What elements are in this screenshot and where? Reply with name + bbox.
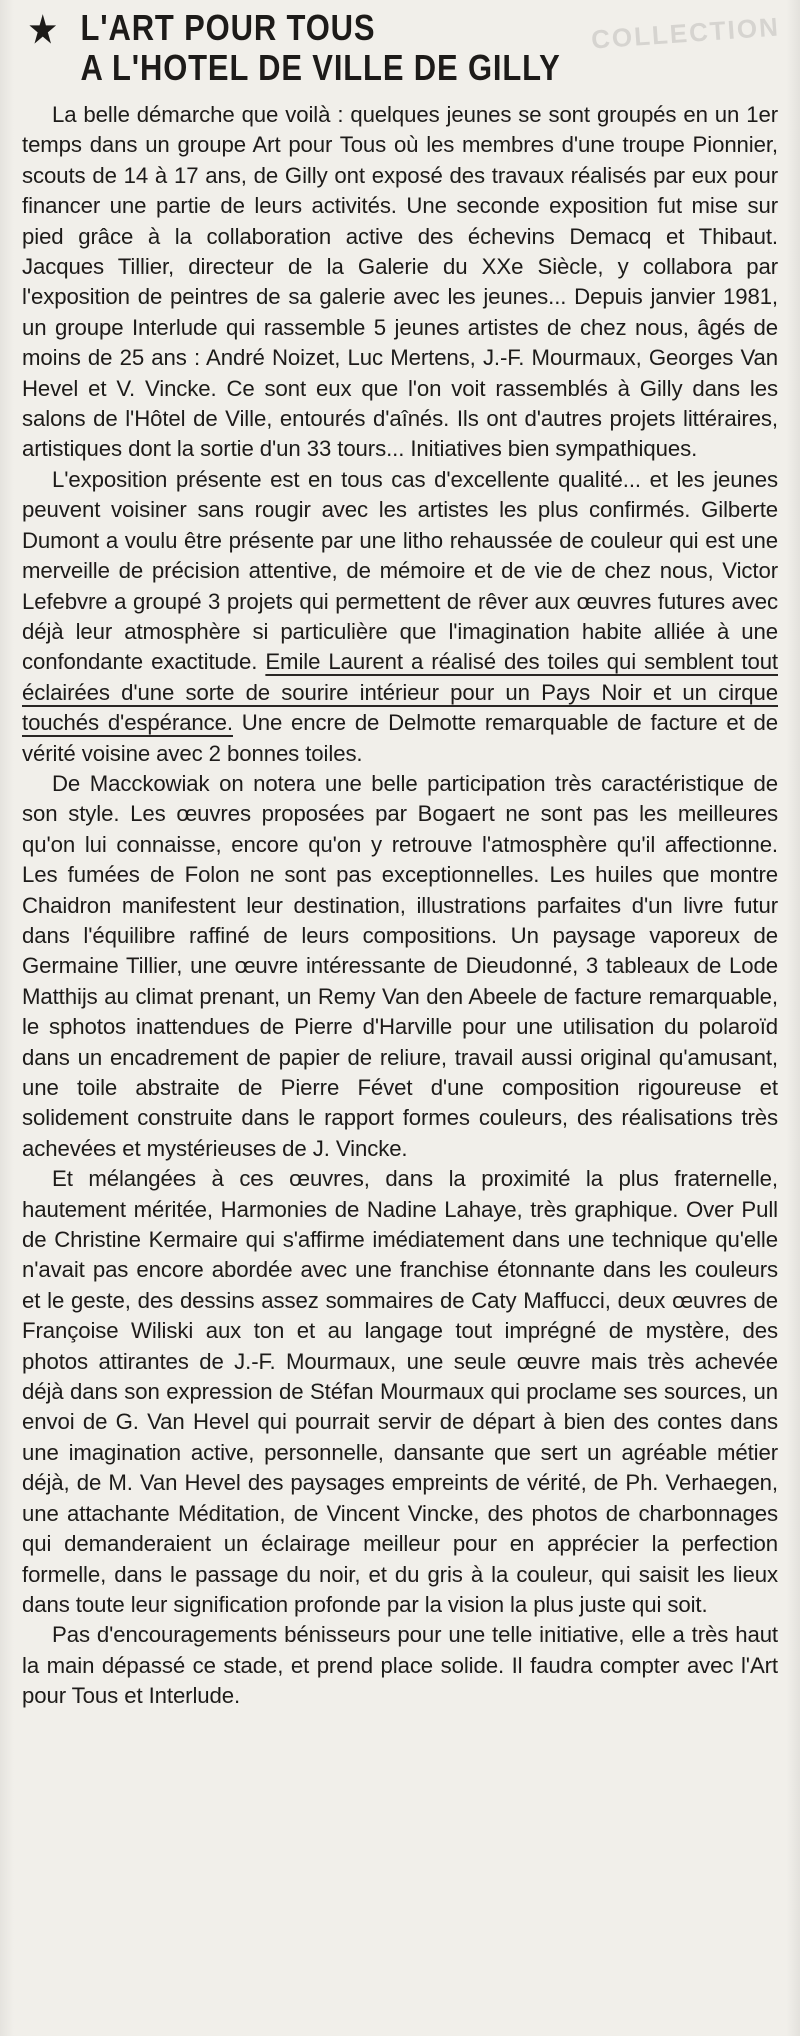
paragraph-2-start: L'exposition présente est en tous cas d'excellente qualité... et les jeunes peuvent voisiner sans rougir avec les artistes les plus confirmés. Gilberte Dumont a voulu être présente par une litho rehaussée de couleur qui est une merveille de précision attentive, de mémoire et de vie de chez nous, Victor Lefebvre a groupé 3 projets qui permettent de rêver aux œuvres futures avec déjà leur atmosphère si particulière que l'imagination habite alliée à une confondante exactitude.: [22, 466, 778, 675]
underlined-passage: Emile Laurent a réalisé des toiles qui semblent tout éclairées d'une sorte de sourire intérieur pour un Pays Noir et un cirque touchés d'espérance.: [22, 649, 778, 736]
paragraph-3: De Macckowiak on notera une belle participation très caractéristique de son style. Les œuvres proposées par Bogaert ne sont pas les meilleures qu'on lui connaisse, encore qu'on y retrouve l'atmosphère qu'il affectionne. Les fumées de Folon ne sont pas exceptionnelles. Les huiles que montre Chaidron manifestent leur destination, illustrations parfaites d'un livre futur dans l'équilibre raffiné de leurs compositions. Un paysage vaporeux de Germaine Tillier, une œuvre intéressante de Dieudonné, 3 tableaux de Lode Matthijs au climat prenant, un Remy Van den Abeele de facture remarquable, le sphotos inattendues de Pierre d'Harville pour une utilisation du polaroïd dans un encadrement de papier de reliure, travail aussi original qu'amusant, une toile abstraite de Pierre Févet d'une composition rigoureuse et solidement construite dans le rapport formes couleurs, des réalisations très achevées et mystérieuses de J. Vincke.: [22, 770, 778, 1161]
paragraph-2: [22, 465, 778, 769]
collection-stamp: COLLECTION: [590, 11, 781, 55]
article-body: [22, 100, 778, 1712]
paragraph-4: Et mélangées à ces œuvres, dans la proximité la plus fraternelle, hautement méritée, Harmonies de Nadine Lahaye, très graphique. Over Pull de Christine Kermaire qui s'affirme imédiatement dans une technique qu'elle n'avait pas encore abordée avec une franchise étonnante dans les couleurs et le geste, des dessins assez sommaires de Caty Maffucci, deux œuvres de Françoise Wiliski aux ton et au langage tout imprégné de mystère, des photos attirantes de J.-F. Mourmaux, une seule œuvre mais très achevée déjà dans son expression de Stéfan Mourmaux qui proclame ses sources, un envoi de G. Van Hevel qui pourrait servir de départ à bien des contes dans une imagination active, personnelle, dansante que sert un agréable métier déjà, de M. Van Hevel des paysages empreints de vérité, de Ph. Verhaegen, une attachante Méditation, de Vincent Vincke, des photos de charbonnages qui demanderaient un éclairage meilleur pour en apprécier la perfection formelle, dans le passage du noir, et du gris à la couleur, qui saisit les lieux dans toute leur signification profonde par la vision la plus juste qui soit.: [22, 1166, 778, 1617]
paragraph-2-end: Une encre de Delmotte remarquable de facture et de vérité voisine avec 2 bonnes toiles.: [22, 710, 778, 766]
star-icon: ★: [28, 9, 58, 50]
paragraph-5: Pas d'encouragements bénisseurs pour une telle initiative, elle a très haut la main dépassé ce stade, et prend place solide. Il faudra compter avec l'Art pour Tous et Interlude.: [22, 1622, 778, 1709]
paragraph-1: La belle démarche que voilà : quelques jeunes se sont groupés en un 1er temps dans un groupe Art pour Tous où les membres d'une troupe Pionnier, scouts de 14 à 17 ans, de Gilly ont exposé des travaux réalisés par eux pour financer une partie de leurs activités. Une seconde exposition fut mise sur pied grâce à la collaboration active des échevins Demacq et Thibaut. Jacques Tillier, directeur de la Galerie du XXe Siècle, y collabora par l'exposition de peintres de sa galerie avec les jeunes... Depuis janvier 1981, un groupe Interlude qui rassemble 5 jeunes artistes de chez nous, âgés de moins de 25 ans : André Noizet, Luc Mertens, J.-F. Mourmaux, Georges Van Hevel et V. Vincke. Ce sont eux que l'on voit rassemblés à Gilly dans les salons de l'Hôtel de Ville, entourés d'aînés. Ils ont d'autres projets littéraires, artistiques dont la sortie d'un 33 tours... Initiatives bien sympathiques.: [22, 102, 778, 462]
headline-line-1: L'ART POUR TOUS: [80, 7, 376, 48]
article-headline: [22, 8, 672, 88]
headline-line-2: A L'HOTEL DE VILLE DE GILLY: [80, 47, 561, 88]
